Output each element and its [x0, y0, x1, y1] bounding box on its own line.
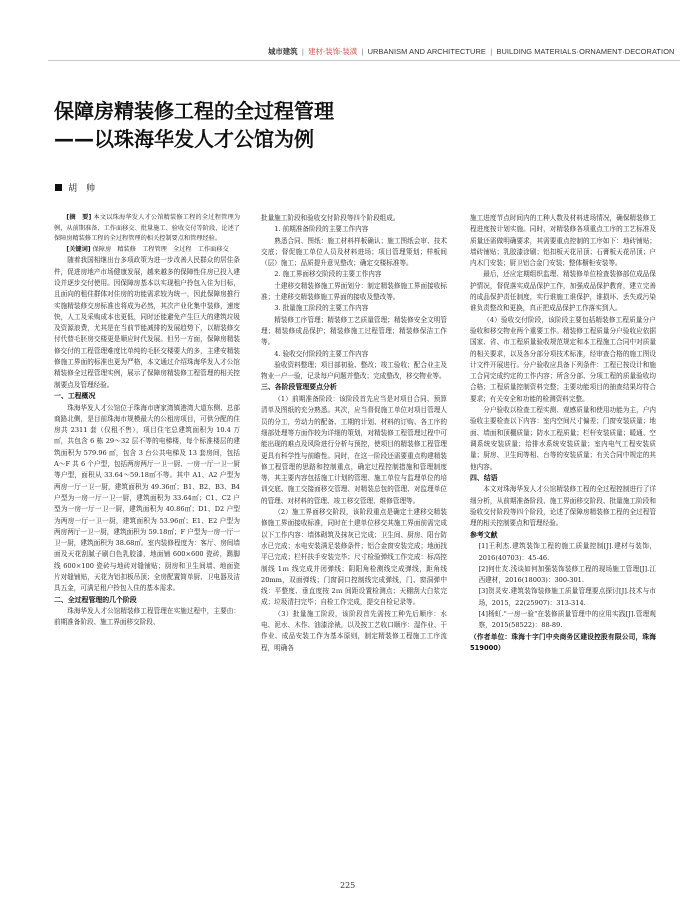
- household-inspection-paragraph: 分户验收以检查工程实测、观感质量和使用功能为主，户内验收主要检查以下内容：室内空间尺寸偏差；门窗安装质量；地面、墙面和顶棚质量；防水工程质量；栏杆安装质量；暖通、空调系统安装质量；给排水系统安装质量；室内电气工程安装质量；厨房、卫生间等相、台等的安装质量；有关合同中规定的其他内容。: [470, 406, 656, 471]
- title-line-2: ——以珠海华发人才公馆为例: [54, 127, 314, 151]
- analysis-paragraph-2: （2）施工界面移交阶段，该阶段重点是确定土建移交精装修施工界面接收标准，同时在土建单位移交其施工界面前需完成以下工作内容：墙体砌筑及抹灰已完成；卫生间、厨房、阳台防水已完成；水电安装满足装修条件；铝合金窗安装完成；地面找平已完成；栏杆扶手安装完毕；尺寸检验弹线工作完成：标高控制线 1ｍ 线完成并闭弹线；阴阳角检测线完成弹线，距角线 20mm，双面弹线；门窗洞口控制线完成弹线，门、窗洞弹中线：平整度、垂直度按 2ｍ 间距设置检测点；天棚刮大白浆完成；垃圾清扫完毕；自检工作完成，提交自检记录等。: [261, 508, 447, 607]
- stage-1-text: 熟悉合同、图纸：施工材料样板确认；施工图纸会审、技术交底；督促施工单位人员及材料进场；项目管理策划；样板间（层）施工；品质提升意见整改；确定交楼标准等。: [261, 236, 447, 268]
- author-name: 胡 帅: [68, 184, 96, 194]
- abstract-label: [摘 要]: [66, 214, 92, 221]
- keywords-label: [关键词]: [66, 245, 91, 253]
- reference-2: [2]何仕友.浅谈如何加强装饰装修工程的现场施工管理[J].江西建材，2016(18003)：300-301.: [478, 564, 656, 585]
- analysis-paragraph-1: （1）前期准备阶段：该阶段首先应当是对项目合同、预算清单及图纸的充分熟悉。其次，应当督促施工单位对项目管理人员的分工，劳动力的配备、工期的计划、材料的订购、各工序的细部处理等方面作较为详细的策划，对精装修工程管理过程中可能出现的难点及风险进行分析与预控，使项目的精装修工程管理更具有科学性与前瞻性。同时，在这一阶段还需要重点构建精装修工程管理的思路和控制重点，确定过程控制措施和管理制度等，其主要内容包括施工计划的管理、施工单位与监理单位的培训交底、施工交接面移交管理、对精装总包的管理、对监理单位的管理、对材料的管理、竣工移交管理、维修管理等。: [261, 395, 447, 505]
- abstract-text: 本文以珠海华发人才公馆精装修工程的全过程管理为例，从前期准备、工作面移交、批量施工、验收交付等阶段，论述了保障房精装修工程的全过程管理的相关控制要点和管理经验。: [54, 214, 241, 243]
- overview-paragraph: 珠海华发人才公馆位于珠海市唐家湾镇港湾大道东侧、总部商路北侧，是目前珠海市规模最大的公租房项目，可供分配的住房共 2311 套（仅租不售），项目住宅总建筑面积为 10.4 万 ㎡，共包含 6 栋 29～32 层不等的电梯楼，每个标准楼层的建筑面积为 579.96 ㎡，包含 3 台公共电梯及 13 套房间，包括 A～F 共 6 个户型，包括两房两厅一卫一厨、一房一厅一卫一厨等户型，面积从 33.64～59.18㎡不等。其中 A1、A2 户型为两房一厅一卫一厨，建筑面积为 49.36㎡；B1、B2、B3、B4 户型为一房一厅一卫一厨，建筑面积为 33.64㎡；C1、C2 户型为一房一厅一卫一厨，建筑面积为 40.86㎡；D1、D2 户型为两房一厅一卫一厨，建筑面积为 53.96㎡；E1、E2 户型为两房两厅一卫一厨，建筑面积为 59.18㎡；F 户型为一房一厅一卫一厨，建筑面积为 38.68㎡。室内装修程度为：客厅、房间墙面及天花刮腻子刷白色乳胶漆，地面铺 600×600 瓷砖，踢脚线 600×100 瓷砖与地砖对缝铺贴；厨房和卫生间墙、地面瓷片对缝铺贴，天花为铝扣板吊顶；全房配置简单厨、卫电器及洁具五金，可满足租户拎包入住的基本需求。: [54, 403, 240, 593]
- header-category-en: URBANISM AND ARCHITECTURE: [367, 46, 486, 56]
- article-title: [54, 97, 574, 153]
- reference-3: [3]贺灵安.建筑装饰装修施工质量管理要点探讨[J].技术与市场，2015，22(25907)：313-314.: [478, 587, 656, 607]
- author-line: [55, 181, 95, 194]
- analysis-continued: 施工进度节点时间内的工种人数及材料进场情况，确保精装修工程进度按计划实施。同时，对精装修各项重点工序的工艺标准及质量还需做明确要求，其需要重点控制的工序如下：地砖铺贴；墙砖铺贴；乳胶漆涂刷；铝扣板天花吊顶；石膏板天花吊顶；户内木门安装；厨卫铝合金门安装；整体橱柜安装等。: [470, 214, 656, 268]
- stage-4-text: 验收资料整理；项目部初验、整改；竣工验收；配合业主及物业一户一验，记录每户问题并整改；完成整改，移交物业等。: [261, 360, 447, 381]
- author-affiliation: （作者单位：珠海十字门中央商务区建设控股有限公司，珠海 519000）: [470, 632, 656, 652]
- section-heading-4: 四、结语: [470, 473, 498, 482]
- header-divider: [48, 60, 680, 61]
- stages-continued: 批量施工阶段和验收交付阶段等四个阶段组成。: [261, 214, 400, 222]
- stage-1-title: 1. 前期准备阶段的主要工作内容: [274, 225, 369, 234]
- stages-paragraph: 珠海华发人才公馆精装修工程管理在实施过程中，主要由：前期准备阶段、施工界面移交阶段、: [54, 607, 240, 627]
- references-heading: 参考文献: [470, 530, 498, 539]
- reference-1: [1]王利杰.建筑装饰工程的施工质量控制[J].建材与装饰，2016(40703)：45-46.: [478, 542, 656, 562]
- stage-3-title: 3. 批量施工阶段的主要工作内容: [274, 304, 369, 313]
- acceptance-paragraph: （4）验收交付阶段，该阶段主要包括精装修工程质量分户验收和移交物业两个重要工作。精装修工程质量分户验收应依据国家、省、市工程质量验收规范规定和本工程施工合同中对质量的相关要求，以及各分部分项技术标准，经审查合格的施工图设计文件开展进行。分户验收应具备下列条件：工程已按设计和施工合同完成约定的工作内容；所含分部、分项工程的质量验收均合格；工程质量控制资料完整；主要功能项目的抽查结果均符合要求；有关安全和功能的检测资料完整。: [470, 315, 656, 403]
- column-3: [470, 213, 656, 654]
- conclusion-paragraph: 本文对珠海华发人才公馆精装修工程的全过程控制进行了详细分析，从前期准备阶段、施工界面移交阶段、批量施工阶段和验收交付阶段等四个阶段，论述了保障房精装修工程的全过程管理的相关控制要点和管理经验。: [470, 485, 656, 528]
- abstract: [54, 213, 240, 245]
- running-header: 城市建筑 | 建材·装饰·装潢 | URBANISM AND ARCHITECTURE | BUILDING MATERIALS·ORNAMENT·DECORATION: [268, 46, 675, 56]
- stage-2-text: 土建移交精装修施工界面划分：制定精装修施工界面接收标准；土建移交精装修施工界面的接收及整改等。: [261, 281, 447, 302]
- title-line-1: 保障房精装修工程的全过程管理: [54, 99, 334, 123]
- stage-2-title: 2. 施工界面移交阶段的主要工作内容: [274, 270, 382, 279]
- stage-3-text: 精装修工序管理；精装修工艺质量管理；精装修安全文明管理；精装修成品保护；精装修施工过程管理；精装修保洁工作等。: [261, 315, 447, 347]
- header-category: 城市建筑: [268, 46, 298, 56]
- reference-4: [4]杨虹."一房一验"在装修质量管理中的应用实践[J].管理观察，2015(58522)：88-89.: [478, 609, 656, 630]
- stage-4-title: 4. 验收交付阶段的主要工作内容: [274, 349, 369, 358]
- keywords: [54, 245, 240, 256]
- square-bullet-icon: [55, 184, 62, 191]
- section-heading-1: 一、工程概况: [54, 391, 96, 400]
- analysis-paragraph-3: （3）批量施工阶段，该阶段首先需按工种先后顺序：水电、泥水、木作、油漆涂裱，以及按工艺收口顺序：湿作业、干作业、成品安装工作为基本原则，制定精装修工程施工工序流程，明确各: [261, 609, 447, 652]
- keywords-text: 保障房 精装修 工程管理 全过程 工作面移交: [92, 245, 229, 253]
- intro-paragraph: 随着我国相继出台多项政策为进一步改善人民群众的居住条件，促进房地产市场健康发展，越来越多的保障性住房已投入建设并逐步交付使用。因保障房基本以实现租户拎包入住为目标，且面向的租住群体对住房的功能需求较为统一，因此保障房推行实施精装修交房标准也将成为必然，其次产业化集中装修，速度快，人工及采购成本也更低，同时还能避免产生巨大的建筑垃圾及资源浪费，尤其是在当前节能减排的发展趋势下，以精装修交付代替毛胚房交楼更是顺应时代发展。但另一方面，保障房精装修交付的工程管理难度比单纯的毛胚交楼要大的多，主建安精装修施工界面的标准也更为严格，本文通过介绍珠海华发人才公馆精装修全过程管理实例，展示了保障房精装修工程管理的相关控制要点及管理经验。: [54, 256, 240, 389]
- header-subcategory: 建材·装饰·装潢: [308, 46, 358, 56]
- page-number: 225: [340, 881, 356, 890]
- column-2: [261, 213, 447, 654]
- protection-paragraph: 最后，还应定期组织监理、精装修单位检查装修部位成品保护情况，督促落实成品保护工作，加强成品保护教育，建立完善的成品保护责任制度，实行谁施工谁保护，谁损坏、丢失或污染谁负责整改和更换，真正把成品保护工作落实到人。: [470, 270, 656, 313]
- header-subcategory-en: BUILDING MATERIALS·ORNAMENT·DECORATION: [496, 46, 675, 56]
- column-1: [54, 213, 240, 629]
- section-heading-3: 三、各阶段管理要点分析: [261, 383, 337, 392]
- section-heading-2: 二、全过程管理的几个阶段: [54, 595, 137, 604]
